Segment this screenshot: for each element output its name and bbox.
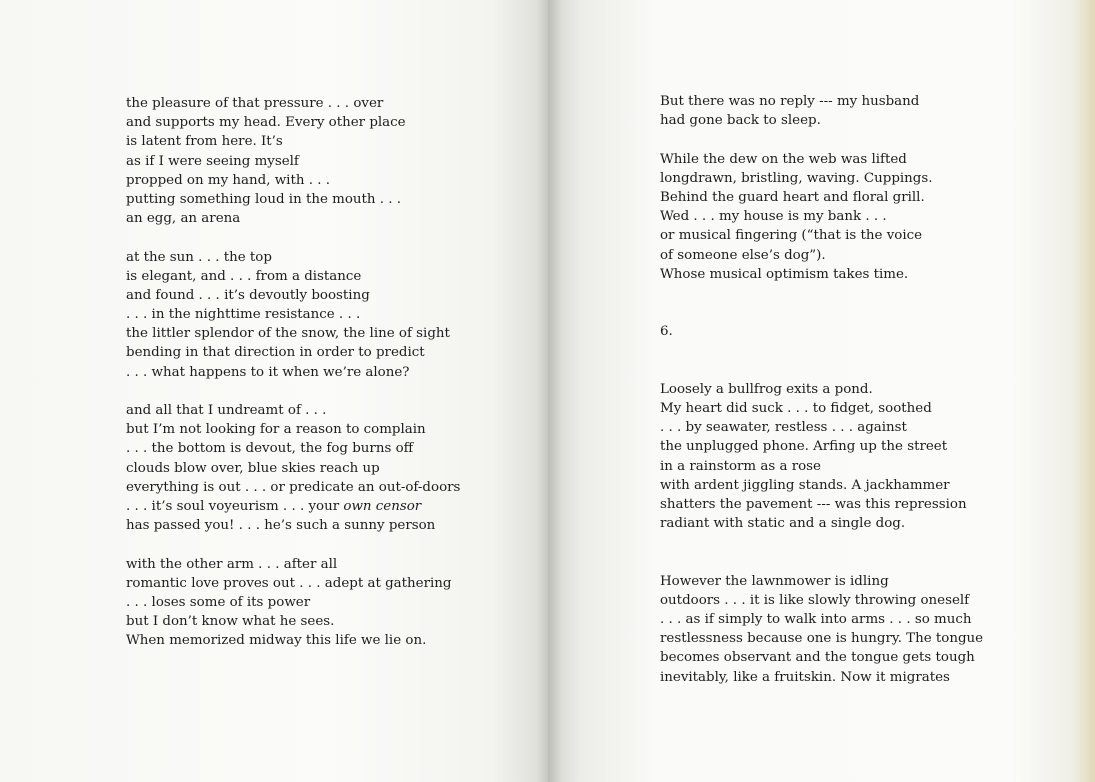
poem-line: . . . by seawater, restless . . . against [660,420,907,436]
poem-line: propped on my hand, with . . . [126,172,330,188]
poem-line: but I’m not looking for a reason to complain [126,422,426,438]
poem-line: is elegant, and . . . from a distance [126,268,362,284]
stanza-1 [126,94,460,228]
book-gutter-shadow [536,0,562,782]
poem-line: is latent from here. It’s [126,134,283,150]
poem-line: radiant with static and a single dog. [660,516,906,532]
stanza-a [660,92,983,130]
right-page-text [660,92,983,706]
poem-line: in a rainstorm as a rose [660,458,821,474]
poem-line: and supports my head. Every other place [126,115,406,131]
stanza-4 [126,555,460,651]
poem-line: putting something loud in the mouth . . . [126,191,402,207]
poem-line: an egg, an arena [126,211,241,227]
poem-line: Loosely a bullfrog exits a pond. [660,381,873,397]
poem-line: restlessness because one is hungry. The tongue [660,631,984,647]
poem-line: shatters the pavement --- was this repression [660,496,967,512]
poem-line: the littler splendor of the snow, the line of sight [126,326,450,342]
blank-line [660,361,983,380]
section-number: 6. [660,324,673,340]
poem-line: with the other arm . . . after all [126,556,338,572]
poem-line: When memorized midway this life we lie on. [126,633,427,649]
poem-line: at the sun . . . the top [126,249,272,265]
left-page-text [126,94,460,670]
poem-line: of someone else’s dog”). [660,247,826,263]
poem-line: clouds blow over, blue skies reach up [126,460,380,476]
poem-line: However the lawnmower is idling [660,573,889,589]
blank-line [660,341,983,360]
poem-line: While the dew on the web was lifted [660,151,907,167]
italic-phrase: own censor [343,498,422,514]
poem-line: had gone back to sleep. [660,113,821,129]
stanza-d [660,572,983,687]
poem-line: romantic love proves out . . . adept at gathering [126,575,452,591]
poem-line: bending in that direction in order to predict [126,345,425,361]
poem-line: Behind the guard heart and floral grill. [660,189,925,205]
stanza-c [660,380,983,534]
poem-line-with-italic [126,497,460,516]
poem-line: the unplugged phone. Arfing up the street [660,439,948,455]
poem-line: and all that I undreamt of . . . [126,403,327,418]
poem-line: . . . in the nighttime resistance . . . [126,307,361,323]
right-page [548,0,1095,782]
poem-line: with ardent jiggling stands. A jackhammer [660,477,950,493]
stanza-b [660,150,983,284]
blank-line [660,553,983,572]
poem-line: and found . . . it’s devoutly boosting [126,287,370,303]
poem-line: . . . the bottom is devout, the fog burns off [126,441,414,457]
poem-line: My heart did suck . . . to fidget, soothed [660,401,932,416]
poem-line-text: . . . it’s soul voyeurism . . . your [126,498,344,514]
poem-line: longdrawn, bristling, waving. Cuppings. [660,170,933,186]
poem-line: . . . loses some of its power [126,594,311,610]
blank-line [660,303,983,322]
poem-line: Wed . . . my house is my bank . . . [660,209,887,225]
stanza-3 [126,401,460,535]
poem-line: becomes observant and the tongue gets tough [660,650,975,666]
poem-line: inevitably, like a fruitskin. Now it migrates [660,669,950,685]
poem-line: but I don’t know what he sees. [126,614,335,630]
poem-line: But there was no reply --- my husband [660,94,920,109]
poem-line: as if I were seeing myself [126,153,299,169]
poem-line: Whose musical optimism takes time. [660,266,909,282]
poem-line: the pleasure of that pressure . . . over [126,96,384,111]
poem-line: . . . as if simply to walk into arms . . . so much [660,612,972,628]
poem-line: . . . what happens to it when we’re alone? [126,364,410,380]
poem-line: outdoors . . . it is like slowly throwing oneself [660,592,970,608]
poem-line: or musical fingering (“that is the voice [660,228,923,244]
poem-line: everything is out . . . or predicate an out-of-doors [126,479,461,495]
stanza-2 [126,248,460,382]
poem-line: has passed you! . . . he’s such a sunny person [126,518,436,534]
